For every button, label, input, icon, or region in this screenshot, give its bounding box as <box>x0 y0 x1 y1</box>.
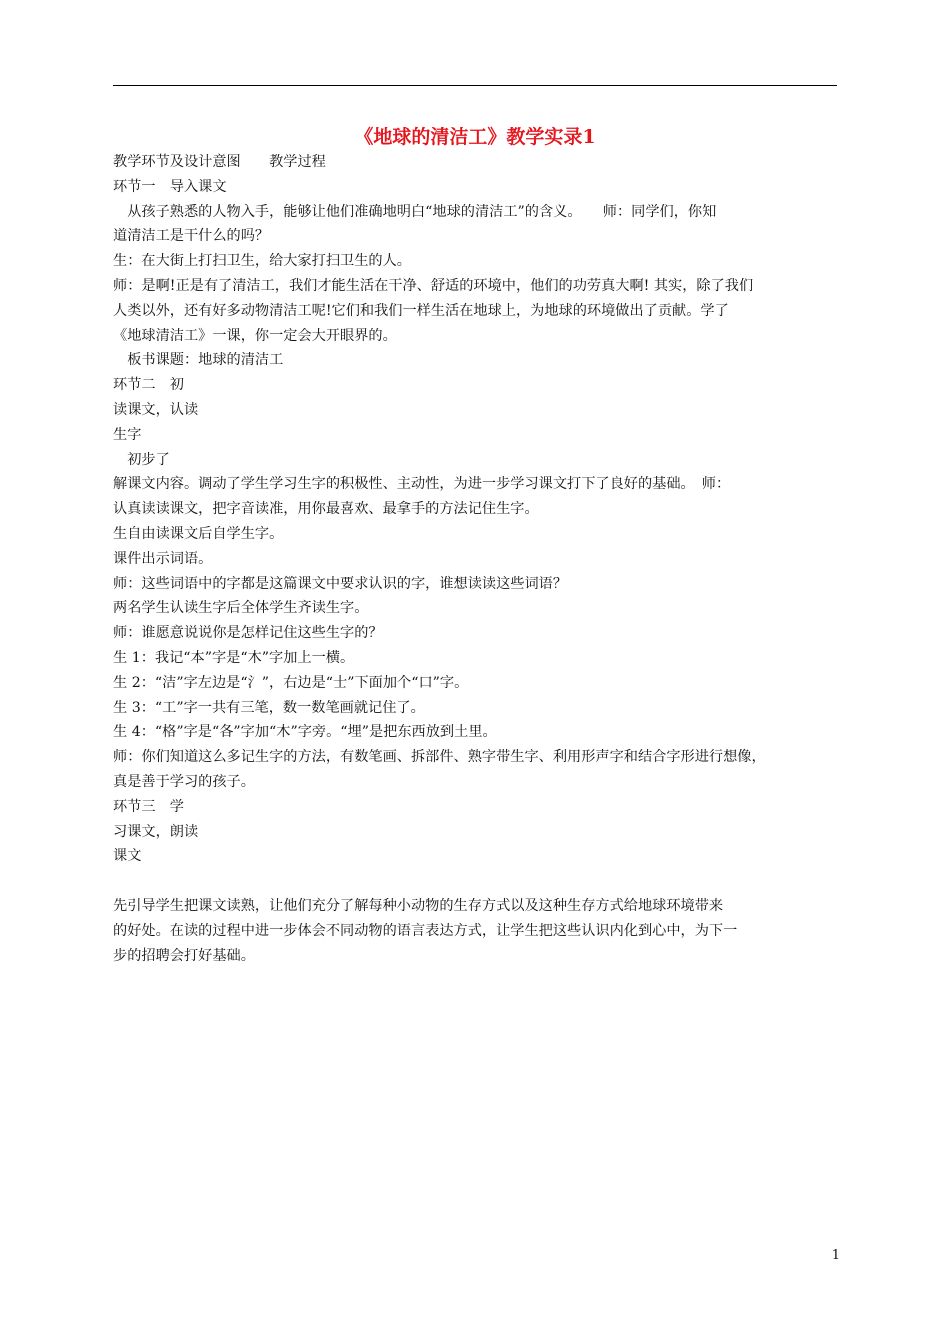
blank-line <box>113 869 841 894</box>
text-line: 环节三 学 <box>113 798 184 815</box>
text-line: 生字 <box>113 426 142 443</box>
text-line: 教学环节及设计意图 教学过程 <box>113 154 326 170</box>
text-line: 环节一 导入课文 <box>113 178 227 195</box>
document-body <box>113 150 841 968</box>
text-line: 习课文，朗读 <box>113 823 199 840</box>
text-line: 板书课题：地球的清洁工 <box>113 352 284 369</box>
text-line: 的好处。在读的过程中进一步体会不同动物的语言表达方式，让学生把这些认识内化到心中，为下一 <box>113 922 738 939</box>
text-line: 生：在大街上打扫卫生，给大家打扫卫生的人。 <box>113 253 411 270</box>
text-line: 初步了 <box>113 451 170 468</box>
text-line: 环节二 初 <box>113 377 184 394</box>
text-line: 生 4：“格”字是“各”字加“木”字旁。“埋”是把东西放到土里。 <box>113 724 497 741</box>
text-line: 师：谁愿意说说你是怎样记住这些生字的？ <box>113 625 383 642</box>
text-line: 生 3：“工”字一共有三笔，数一数笔画就记住了。 <box>113 699 425 716</box>
text-line: 两名学生认读生字后全体学生齐读生字。 <box>113 600 369 617</box>
text-line: 先引导学生把课文读熟，让他们充分了解每种小动物的生存方式以及这种生存方式给地球环境带来 <box>113 897 724 914</box>
page-number: 1 <box>831 1248 840 1263</box>
text-line: 道清洁工是干什么的吗？ <box>113 228 270 245</box>
text-line: 认真读读课文，把字音读准，用你最喜欢、最拿手的方法记住生字。 <box>113 501 539 518</box>
text-line: 生 2：“洁”字左边是“氵”，右边是“士”下面加个“口”字。 <box>113 674 469 691</box>
text-line: 读课文，认读 <box>113 401 199 418</box>
text-line: 真是善于学习的孩子。 <box>113 773 255 790</box>
text-line: 师：这些词语中的字都是这篇课文中要求认识的字，谁想读读这些词语？ <box>113 575 568 592</box>
text-line: 人类以外，还有好多动物清洁工呢!它们和我们一样生活在地球上，为地球的环境做出了贡献。学了 <box>113 302 729 319</box>
text-line: 师：是啊!正是有了清洁工，我们才能生活在干净、舒适的环境中，他们的功劳真大啊! 其实，除了我们 <box>113 277 754 294</box>
text-line: 生 1：我记“本”字是“木”字加上一横。 <box>113 649 355 666</box>
text-line: 《地球清洁工》一课，你一定会大开眼界的。 <box>113 327 397 344</box>
text-line: 师：你们知道这么多记生字的方法，有数笔画、拆部件、熟字带生字、利用形声字和结合字形进行想像， <box>113 749 766 766</box>
text-line: 课件出示词语。 <box>113 550 213 567</box>
text-line: 解课文内容。调动了学生学习生字的积极性、主动性，为进一步学习课文打下了良好的基础。 师： <box>113 476 731 493</box>
document-title: 《地球的清洁工》教学实录1 <box>354 126 596 148</box>
text-line: 课文 <box>113 848 142 865</box>
header-rule <box>113 85 837 86</box>
text-line: 步的招聘会打好基础。 <box>113 947 255 964</box>
text-line: 生自由读课文后自学生字。 <box>113 525 284 542</box>
text-line: 从孩子熟悉的人物入手，能够让他们准确地明白“地球的清洁工”的含义。 师：同学们，你知 <box>113 203 717 220</box>
